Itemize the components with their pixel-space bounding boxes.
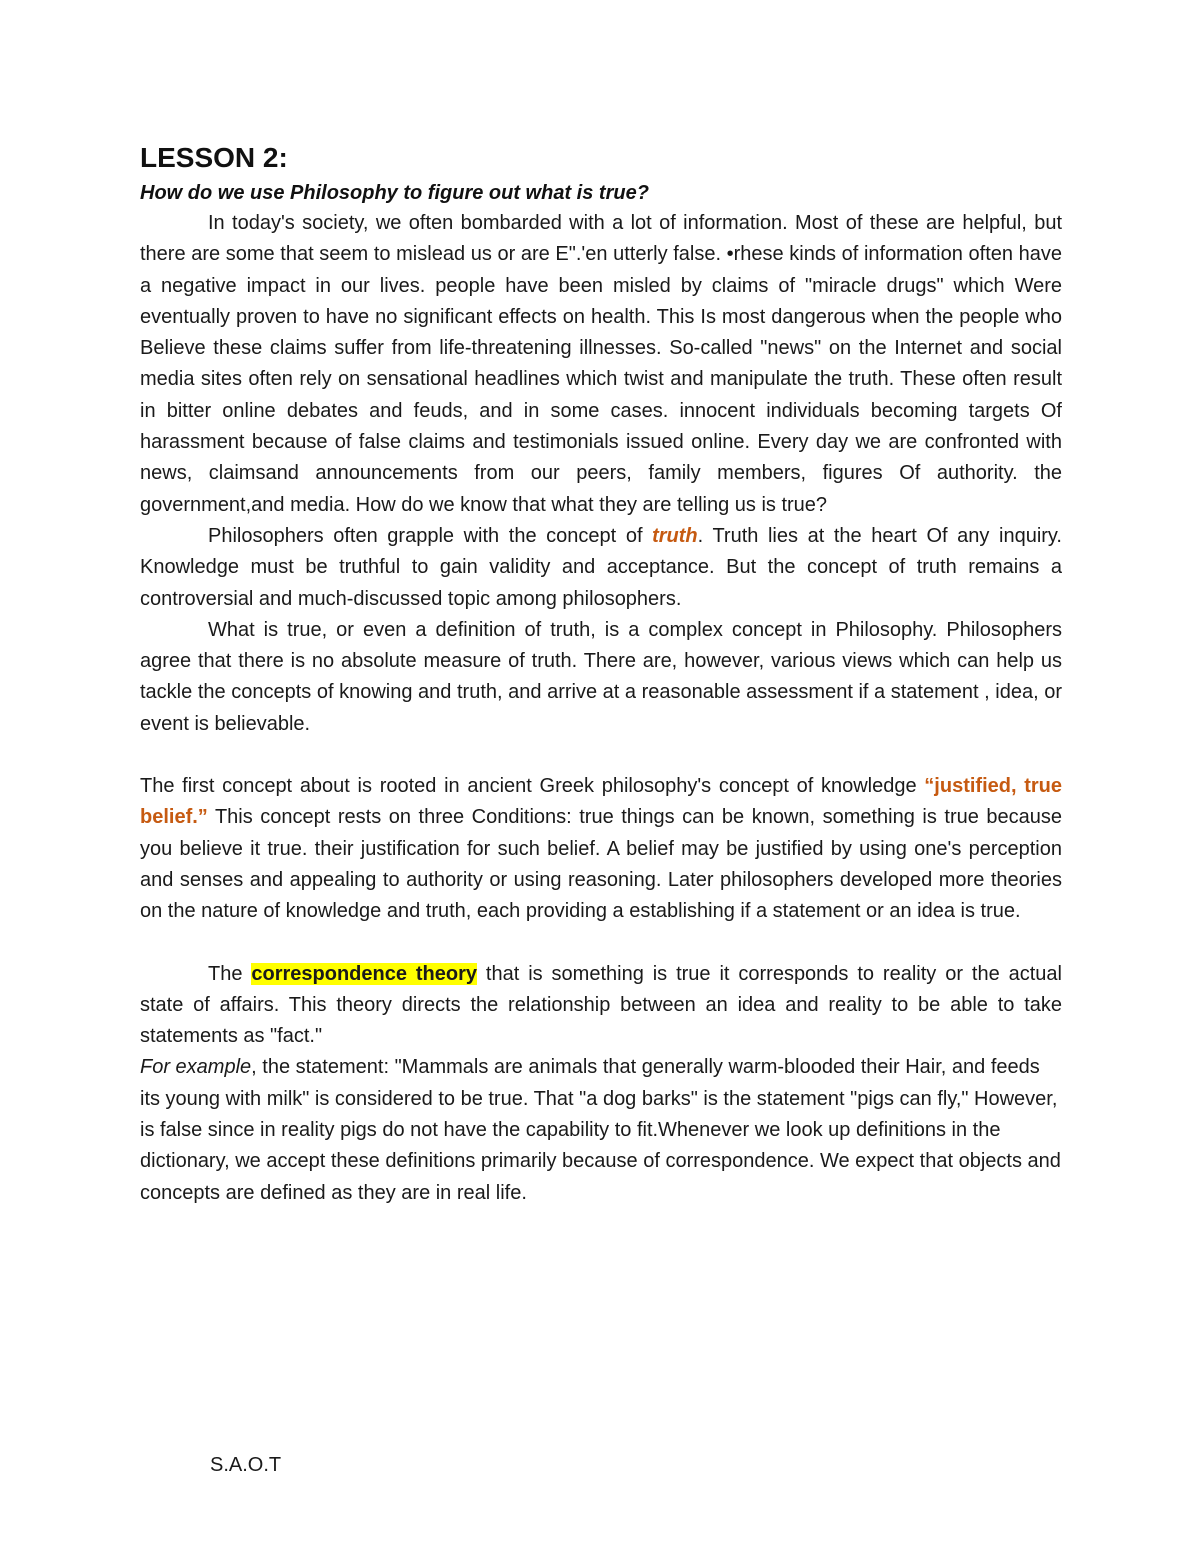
paragraph-definition: What is true, or even a definition of truth, is a complex concept in Philosophy. Philosophers agree that there is no absolute measure of truth. There are, however, various views which can help us tackle the concepts of knowing and truth, and arrive at a reasonable assessment if a statement , idea, or event is believable. (140, 618, 1062, 735)
term-correspondence-theory: correspondence theory (251, 962, 478, 985)
lesson-subtitle: How do we use Philosophy to figure out what is true? (140, 182, 649, 204)
paragraph-correspondence-text-2: that is something is true it corresponds to reality or the actual state of affairs. This theory directs the relationship between an idea and reality to be able to take statements as "fact." (140, 962, 1062, 1048)
example-text: , the statement: "Mammals are animals that generally warm-blooded their Hair, and feeds its young with milk" is considered to be true. That "a dog barks" is the statement "pigs can fly," However, is false since in reality pigs do not have the capability to fit.Whenever we look up definitions in the dictionary, we accept these definitions primarily because of correspondence. We expect that objects and concepts are defined as they are in real life. (140, 1056, 1061, 1204)
paragraph-justified-text-1: The first concept about is rooted in ancient Greek philosophy's concept of knowledge (140, 775, 925, 798)
paragraph-truth (140, 521, 1062, 615)
footer-initials: S.A.O.T (210, 1454, 282, 1476)
paragraph-example (140, 1052, 1062, 1208)
term-truth: truth (652, 524, 698, 547)
lesson-title: LESSON 2: (140, 142, 288, 173)
paragraph-justified-belief (140, 771, 1062, 927)
paragraph-intro: In today's society, we often bombarded with a lot of information. Most of these are helpful, but there are some that seem to mislead us or are E".'en utterly false. •rhese kinds of information often have a negative impact in our lives. people have been misled by claims of "miracle drugs" which Were eventually proven to have no significant effects on health. This Is most dangerous when the people who Believe these claims suffer from life-threatening illnesses. So-called "news" on the Internet and social media sites often rely on sensational headlines which twist and manipulate the truth. These often result in bitter online debates and feuds, and in some cases. innocent individuals becoming targets Of harassment because of false claims and testimonials issued online. Every day we are confronted with news, claimsand announcements from our peers, family members, figures Of authority. the government,and media. How do we know that what they are telling us is true? (140, 212, 1062, 516)
example-lead: For example (140, 1056, 252, 1079)
paragraph-correspondence (140, 959, 1062, 1053)
paragraph-correspondence-text-1: The (208, 962, 252, 985)
spacer (140, 740, 1062, 771)
paragraph-justified-text-2: This concept rests on three Conditions: true things can be known, something is true because you believe it true. their justification for such belief. A belief may be justified by using one's perception and senses and appealing to authority or using reasoning. Later philosophers developed more theories on the nature of knowledge and truth, each providing a establishing if a statement or an idea is true. (140, 806, 1062, 923)
paragraph-truth-text-2: . Truth lies at the heart Of any inquiry. Knowledge must be truthful to gain validity and acceptance. But the concept of truth remains a controversial and much-discussed topic among philosophers. (140, 524, 1062, 610)
term-justified-true-belief: “justified, true belief.” (140, 775, 1063, 829)
paragraph-truth-text-1: Philosophers often grapple with the concept of (208, 524, 653, 547)
document-page (140, 140, 1062, 1209)
spacer (140, 928, 1062, 959)
